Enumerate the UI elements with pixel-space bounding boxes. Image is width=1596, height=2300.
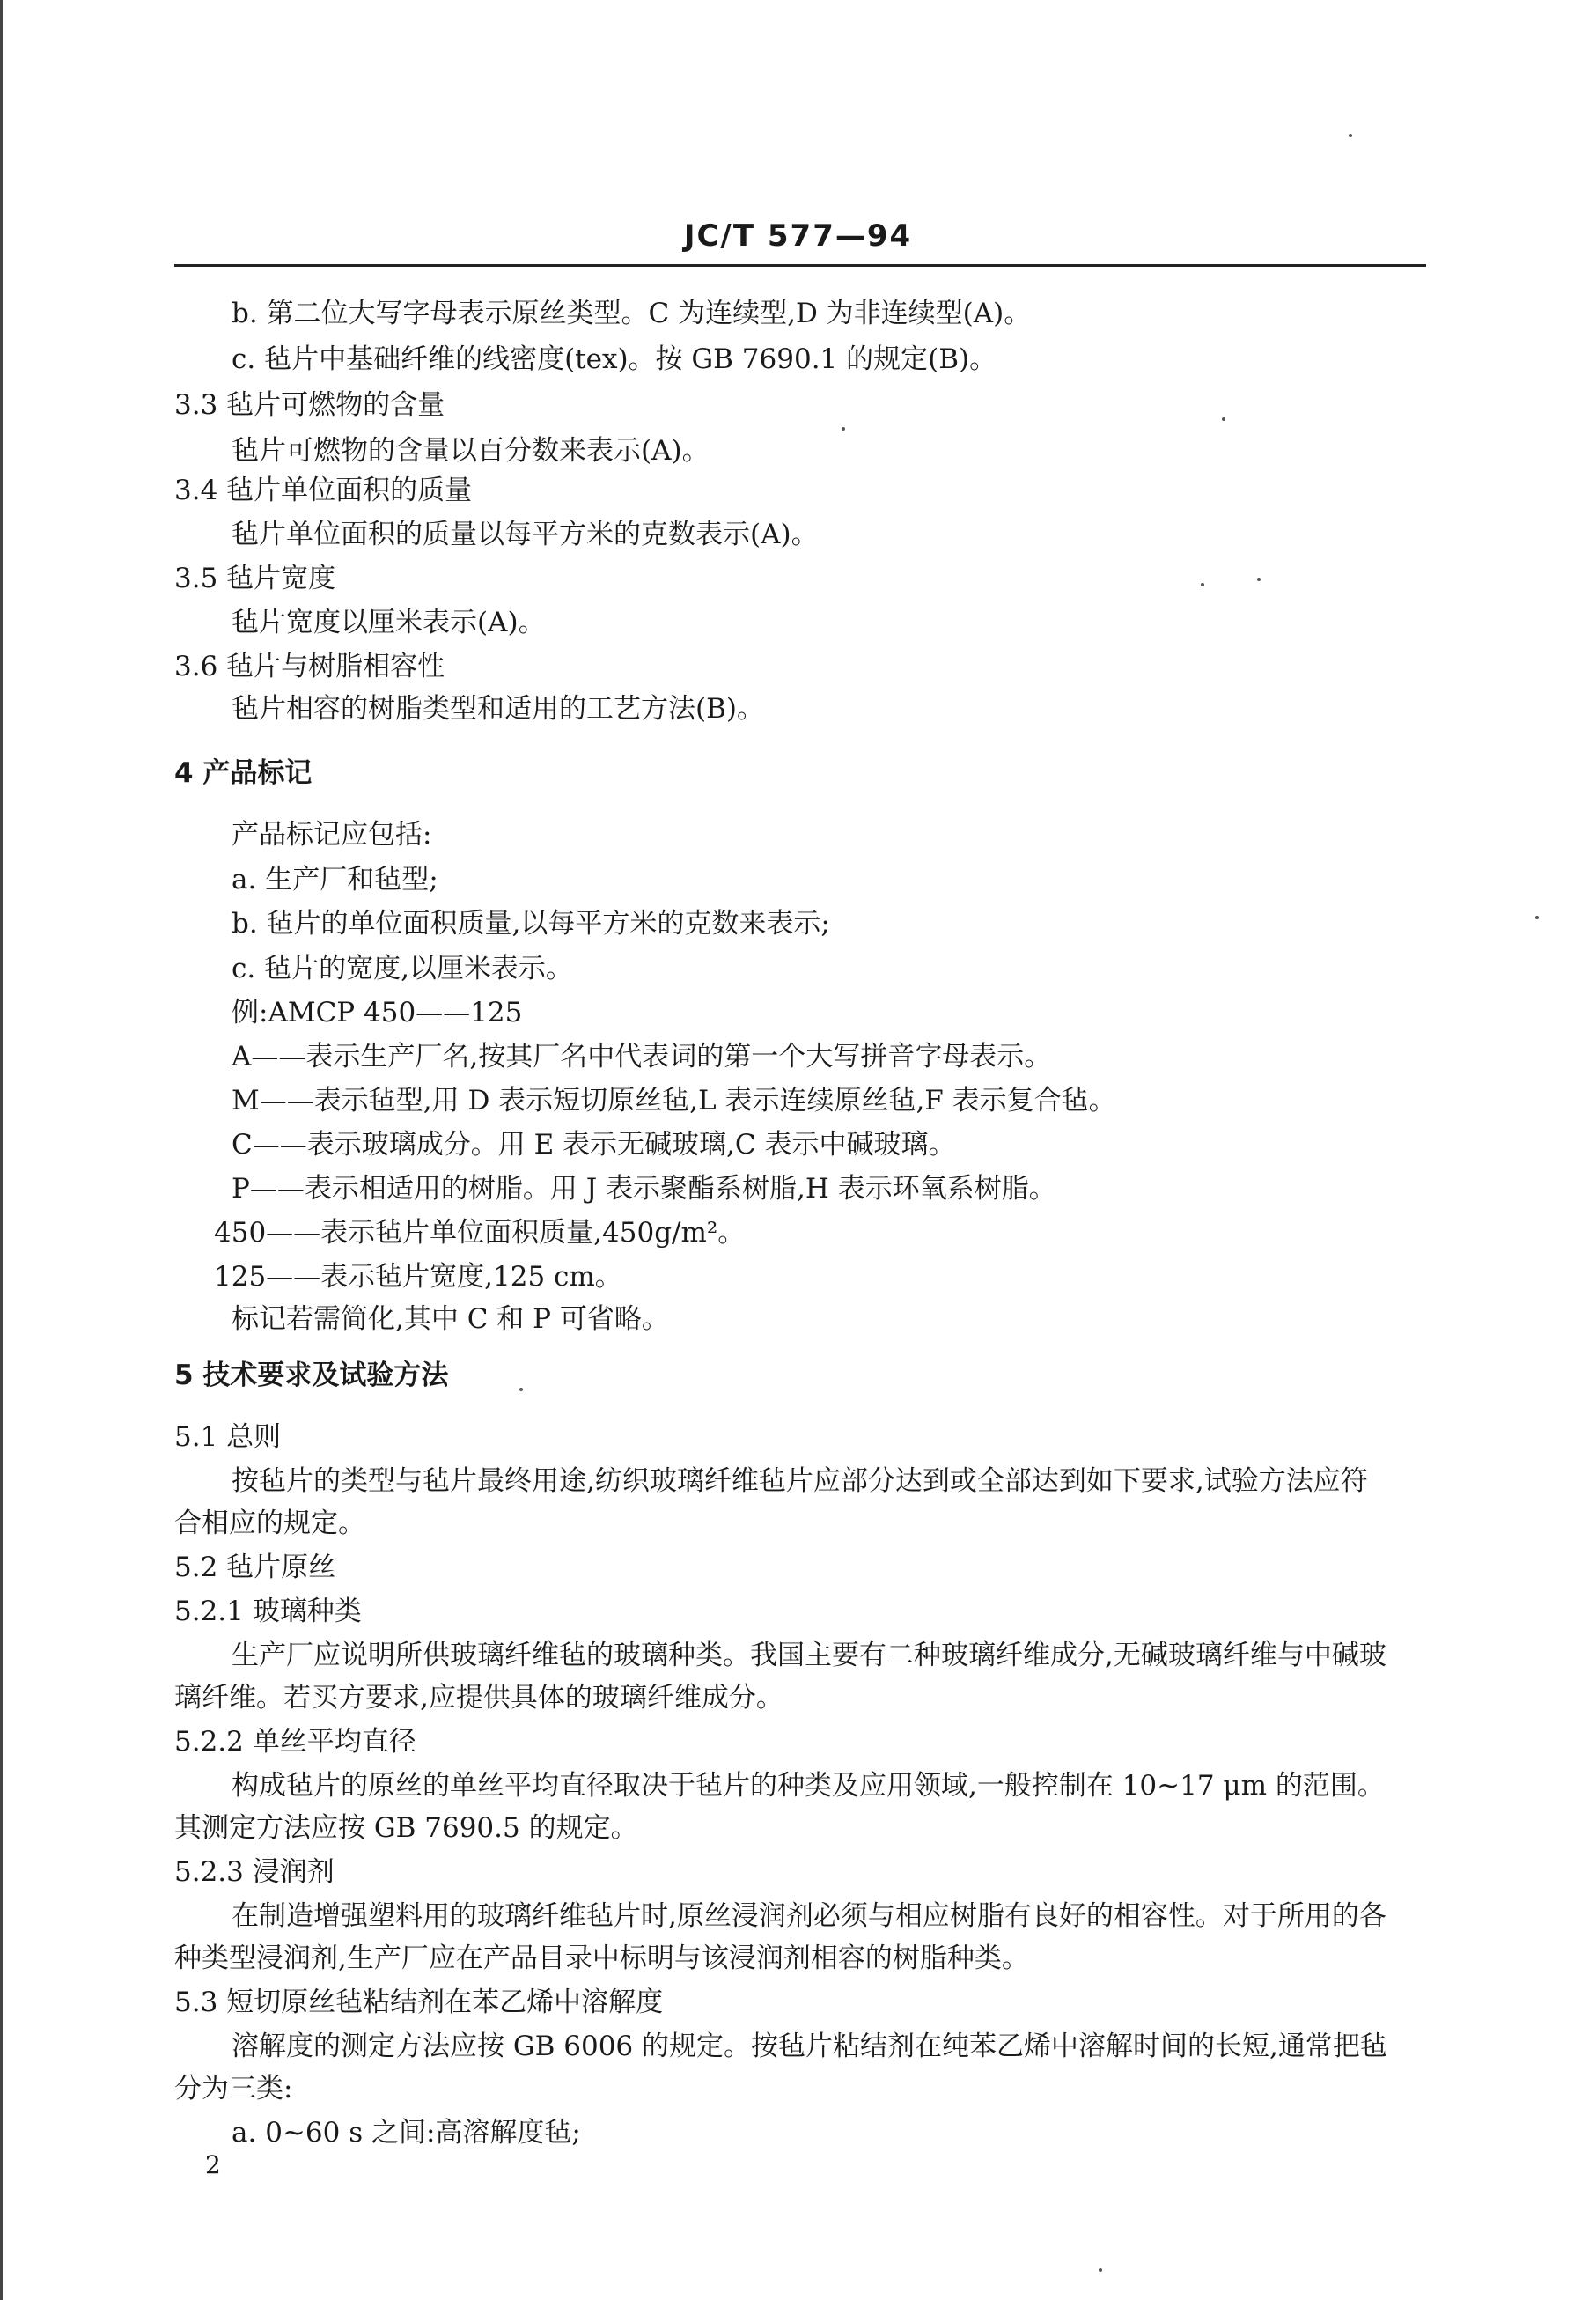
section-heading: 4 产品标记 xyxy=(174,757,313,789)
text-line: 例:AMCP 450——125 xyxy=(232,997,523,1028)
text-line: 标记若需简化,其中 C 和 P 可省略。 xyxy=(232,1303,669,1335)
section-heading: 5.2 毡片原丝 xyxy=(174,1552,336,1583)
scan-speck xyxy=(1349,134,1352,137)
list-item: a. 0~60 s 之间:高溶解度毡; xyxy=(232,2117,581,2149)
text-line: 毡片单位面积的质量以每平方米的克数表示(A)。 xyxy=(232,519,819,550)
text-line: c. 毡片中基础纤维的线密度(tex)。按 GB 7690.1 的规定(B)。 xyxy=(232,343,997,375)
section-heading: 3.6 毡片与树脂相容性 xyxy=(174,651,445,682)
text-line: 种类型浸润剂,生产厂应在产品目录中标明与该浸润剂相容的树脂种类。 xyxy=(174,1942,1029,1974)
scan-speck xyxy=(1201,583,1204,586)
text-line: 毡片可燃物的含量以百分数来表示(A)。 xyxy=(232,435,710,467)
page-header: JC/T 577—94 xyxy=(683,218,913,254)
page-number: 2 xyxy=(205,2150,221,2179)
text-line: C——表示玻璃成分。用 E 表示无碱玻璃,C 表示中碱玻璃。 xyxy=(232,1129,956,1161)
scan-edge xyxy=(0,0,3,2300)
list-item: c. 毡片的宽度,以厘米表示。 xyxy=(232,953,573,984)
text-line: b. 第二位大写字母表示原丝类型。C 为连续型,D 为非连续型(A)。 xyxy=(232,298,1032,329)
text-line: M——表示毡型,用 D 表示短切原丝毡,L 表示连续原丝毡,F 表示复合毡。 xyxy=(232,1085,1116,1117)
text-line: A——表示生产厂名,按其厂名中代表词的第一个大写拼音字母表示。 xyxy=(232,1041,1052,1073)
section-heading: 5.1 总则 xyxy=(174,1421,282,1453)
scan-speck xyxy=(1535,916,1539,919)
section-heading: 5 技术要求及试验方法 xyxy=(174,1360,449,1391)
text-line: 450——表示毡片单位面积质量,450g/m²。 xyxy=(214,1217,746,1249)
section-heading: 5.2.2 单丝平均直径 xyxy=(174,1726,416,1758)
text-line: 产品标记应包括: xyxy=(232,819,432,851)
text-line: 按毡片的类型与毡片最终用途,纺织玻璃纤维毡片应部分达到或全部达到如下要求,试验方法应符 xyxy=(232,1465,1368,1497)
text-line: 125——表示毡片宽度,125 cm。 xyxy=(214,1261,622,1293)
text-line: 在制造增强塑料用的玻璃纤维毡片时,原丝浸润剂必须与相应树脂有良好的相容性。对于所用的各 xyxy=(232,1900,1386,1932)
text-line: 其测定方法应按 GB 7690.5 的规定。 xyxy=(174,1812,638,1844)
scan-speck xyxy=(519,1388,523,1391)
header-rule xyxy=(174,264,1426,267)
text-line: 生产厂应说明所供玻璃纤维毡的玻璃种类。我国主要有二种玻璃纤维成分,无碱玻璃纤维与中碱玻 xyxy=(232,1640,1386,1671)
scan-speck xyxy=(1099,2268,1102,2272)
scan-speck xyxy=(1257,578,1261,581)
section-heading: 3.4 毡片单位面积的质量 xyxy=(174,475,473,506)
section-heading: 3.3 毡片可燃物的含量 xyxy=(174,389,445,421)
text-line: 毡片宽度以厘米表示(A)。 xyxy=(232,607,546,638)
text-line: 璃纤维。若买方要求,应提供具体的玻璃纤维成分。 xyxy=(174,1682,783,1714)
section-heading: 5.2.3 浸润剂 xyxy=(174,1856,335,1888)
section-heading: 5.2.1 玻璃种类 xyxy=(174,1596,362,1627)
scan-speck xyxy=(842,427,845,431)
scan-speck xyxy=(1222,417,1225,421)
list-item: b. 毡片的单位面积质量,以每平方米的克数来表示; xyxy=(232,908,830,940)
text-line: 毡片相容的树脂类型和适用的工艺方法(B)。 xyxy=(232,693,764,725)
section-heading: 3.5 毡片宽度 xyxy=(174,563,336,594)
list-item: a. 生产厂和毡型; xyxy=(232,864,438,896)
section-heading: 5.3 短切原丝毡粘结剂在苯乙烯中溶解度 xyxy=(174,1987,664,2018)
text-line: 合相应的规定。 xyxy=(174,1508,365,1539)
text-line: P——表示相适用的树脂。用 J 表示聚酯系树脂,H 表示环氧系树脂。 xyxy=(232,1173,1056,1205)
text-line: 溶解度的测定方法应按 GB 6006 的规定。按毡片粘结剂在纯苯乙烯中溶解时间的长短,通常把毡 xyxy=(232,2031,1387,2062)
text-line: 分为三类: xyxy=(174,2073,293,2105)
text-line: 构成毡片的原丝的单丝平均直径取决于毡片的种类及应用领域,一般控制在 10~17 μm 的范围。 xyxy=(232,1770,1385,1802)
